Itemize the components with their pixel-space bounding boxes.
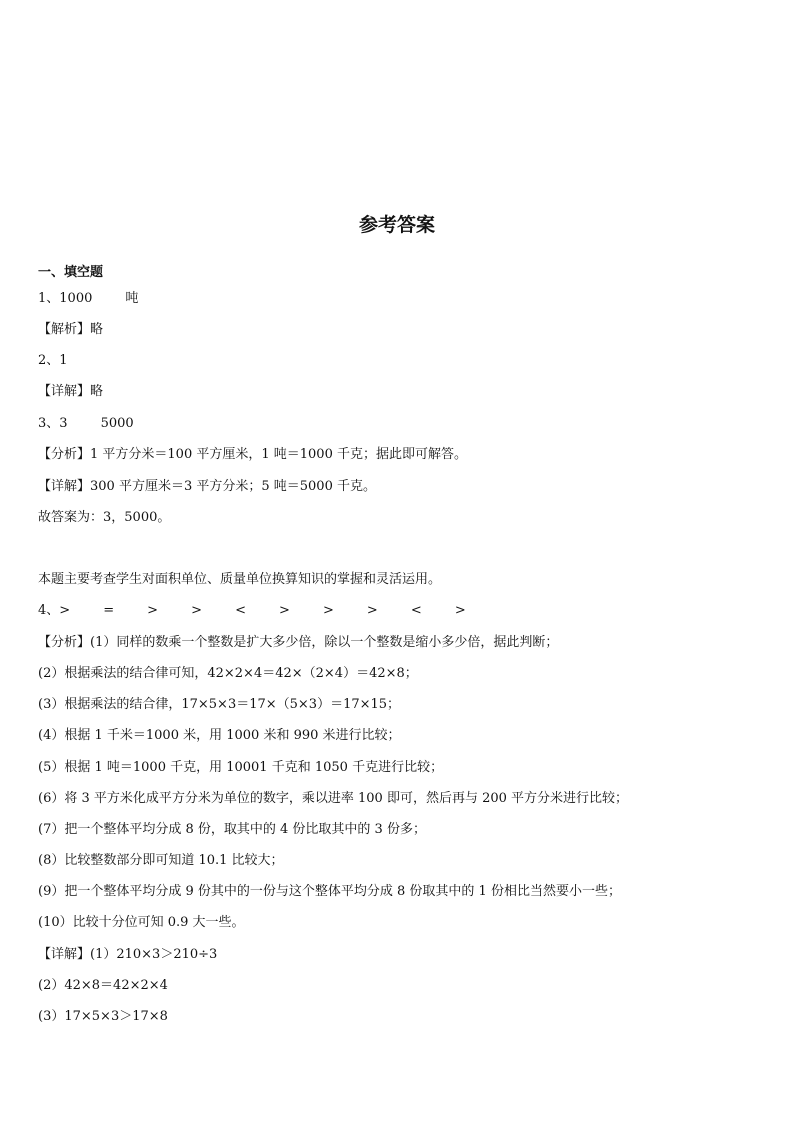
detail-line-4-1: 【详解】(1）210×3＞210÷3 bbox=[38, 947, 218, 962]
answer-line-3: 3、3 5000 bbox=[38, 416, 134, 431]
detail-line-4-2: (2）42×8＝42×2×4 bbox=[38, 978, 168, 993]
analysis-line-4-5: (5）根据 1 吨＝1000 千克，用 10001 千克和 1050 千克进行比较； bbox=[38, 760, 444, 775]
answer-line-1: 1、1000 吨 bbox=[38, 291, 139, 306]
analysis-line-4-10: (10）比较十分位可知 0.9 大一些。 bbox=[38, 915, 245, 930]
analysis-line-4-3: (3）根据乘法的结合律，17×5×3＝17×（5×3）＝17×15； bbox=[38, 697, 401, 712]
detail-line-4-3: (3）17×5×3＞17×8 bbox=[38, 1009, 168, 1024]
analysis-line-1: 【解析】略 bbox=[38, 322, 104, 337]
analysis-line-4-1: 【分析】(1）同样的数乘一个整数是扩大多少倍，除以一个整数是缩小多少倍，据此判断； bbox=[38, 635, 559, 650]
analysis-line-4-8: (8）比较整数部分即可知道 10.1 比较大； bbox=[38, 853, 284, 868]
analysis-line-4-2: (2）根据乘法的结合律可知，42×2×4＝42×（2×4）＝42×8； bbox=[38, 666, 418, 681]
detail-line-2: 【详解】略 bbox=[38, 384, 104, 399]
conclusion-line-3: 故答案为：3，5000。 bbox=[38, 510, 171, 525]
analysis-line-4-6: (6）将 3 平方米化成平方分米为单位的数字，乘以进率 100 即可，然后再与 200 平方分米进行比较； bbox=[38, 791, 629, 806]
analysis-line-4-9: (9）把一个整体平均分成 9 份其中的一份与这个整体平均分成 8 份取其中的 1 份相比当然要小一些； bbox=[38, 884, 621, 899]
section-heading: 一、填空题 bbox=[38, 265, 104, 280]
analysis-line-3: 【分析】1 平方分米＝100 平方厘米，1 吨＝1000 千克；据此即可解答。 bbox=[38, 447, 467, 462]
answer-line-2: 2、1 bbox=[38, 353, 68, 368]
summary-line-3: 本题主要考查学生对面积单位、质量单位换算知识的掌握和灵活运用。 bbox=[38, 572, 442, 587]
analysis-line-4-4: (4）根据 1 千米＝1000 米，用 1000 米和 990 米进行比较； bbox=[38, 728, 401, 743]
answer-line-4: 4、> = > > < > > > < > bbox=[38, 603, 466, 618]
detail-line-3: 【详解】300 平方厘米＝3 平方分米；5 吨＝5000 千克。 bbox=[38, 479, 376, 494]
analysis-line-4-7: (7）把一个整体平均分成 8 份，取其中的 4 份比取其中的 3 份多； bbox=[38, 822, 426, 837]
page-title: 参考答案 bbox=[358, 214, 435, 236]
